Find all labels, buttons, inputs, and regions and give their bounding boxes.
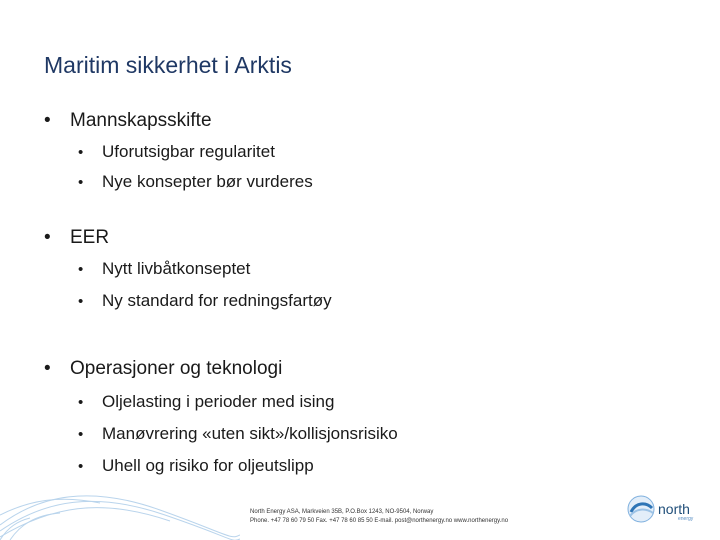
bullet-level2 — [78, 259, 250, 279]
decorative-swirl — [0, 455, 240, 540]
bullet-level2 — [78, 172, 313, 192]
bullet-level1-mannskapsskifte — [44, 110, 212, 132]
bullet-glyph: • — [78, 144, 84, 161]
bullet-text: EER — [70, 227, 110, 248]
bullet-glyph: • — [44, 227, 51, 248]
bullet-text: Uhell og risiko for oljeutslipp — [102, 456, 314, 475]
bullet-level1-eer — [44, 227, 109, 249]
bullet-level2 — [78, 142, 275, 162]
logo-wordmark: north — [658, 501, 690, 517]
bullet-level2 — [78, 291, 332, 311]
bullet-text: Manøvrering «uten sikt»/kollisjonsrisiko — [102, 424, 398, 443]
footer-contact — [250, 508, 508, 526]
bullet-glyph: • — [78, 458, 84, 475]
bullet-level1-operasjoner — [44, 358, 282, 380]
bullet-glyph: • — [78, 293, 84, 310]
logo-subtitle: energy — [678, 516, 694, 522]
bullet-glyph: • — [78, 174, 84, 191]
bullet-glyph: • — [44, 358, 51, 379]
bullet-text: Operasjoner og teknologi — [70, 358, 283, 379]
bullet-text: Ny standard for redningsfartøy — [102, 291, 332, 310]
footer-address: North Energy ASA, Markveien 35B, P.O.Box 1243, NO-9504, Norway — [250, 509, 434, 515]
bullet-glyph: • — [78, 261, 84, 278]
bullet-glyph: • — [78, 394, 84, 411]
slide-title: Maritim sikkerhet i Arktis — [44, 52, 292, 78]
bullet-text: Mannskapsskifte — [70, 110, 212, 131]
bullet-level2 — [78, 424, 398, 444]
bullet-text: Nytt livbåtkonseptet — [102, 259, 251, 278]
bullet-glyph: • — [78, 426, 84, 443]
north-energy-logo-icon — [626, 494, 656, 524]
bullet-level2 — [78, 392, 334, 412]
footer-phone-email: Phone. +47 78 60 79 50 Fax. +47 78 60 85 50 E-mail. post@northenergy.no www.northenergy.no — [250, 518, 509, 524]
bullet-text: Oljelasting i perioder med ising — [102, 392, 335, 411]
bullet-text: Uforutsigbar regularitet — [102, 142, 275, 161]
bullet-glyph: • — [44, 110, 51, 131]
bullet-text: Nye konsepter bør vurderes — [102, 172, 313, 191]
